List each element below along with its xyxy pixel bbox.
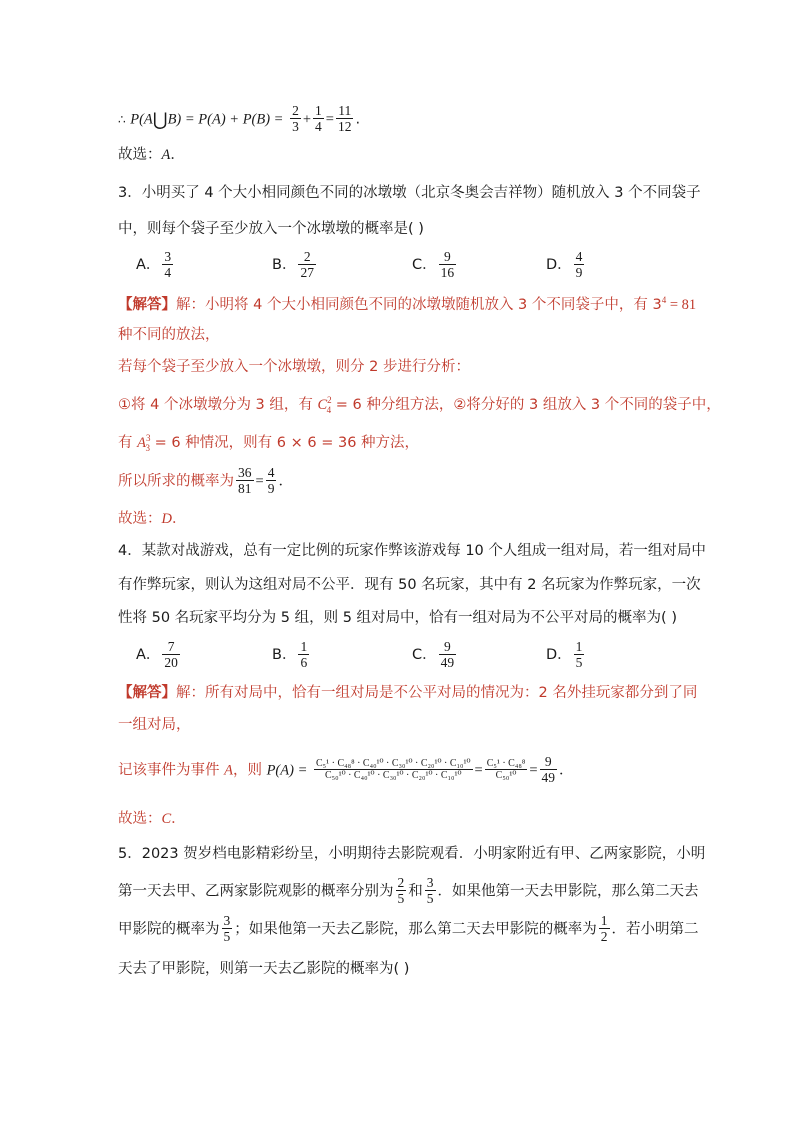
q4-line-3: 性将 50 名玩家平均分为 5 组，则 5 组对局中，恰有一组对局为不公平对局的概率为( ): [118, 610, 677, 626]
conjunction: 和: [408, 883, 423, 900]
q4-option-b[interactable]: [272, 640, 311, 671]
q4-option-d[interactable]: [546, 640, 586, 671]
q3-solution-line-6: [118, 466, 293, 497]
solution-text: = 6 种情况，则有 6 × 6 = 36 种方法，: [149, 435, 420, 451]
option-fraction: $\frac{7}{20}$: [164, 639, 178, 671]
q5-line-4: 天去了甲影院，则第一天去乙影院的概率为( ): [118, 961, 410, 977]
question-text: 甲影院的概率为: [118, 921, 220, 938]
q5-line-1: 5．2023 贺岁档电影精彩纷呈，小明期待去影院观看．小明家附近有甲、乙两家影院，小明: [118, 846, 706, 862]
period: ．: [559, 762, 574, 779]
fraction-1-4: $\frac{1}{4}$: [315, 103, 322, 135]
option-label: A．: [136, 257, 161, 274]
q3-option-c[interactable]: [412, 250, 458, 281]
combination-sub: 4: [326, 404, 332, 415]
q4-solution-line-2: 一组对局，: [118, 717, 191, 733]
answer-value: C: [161, 811, 172, 827]
option-fraction: $\frac{9}{49}$: [440, 639, 455, 671]
solution-text: 解：小明将 4 个大小相同颜色不同的冰墩墩随机放入 3 个不同袋子中，有 3: [176, 296, 662, 313]
option-label: C．: [412, 647, 437, 664]
equals-sign: =: [325, 111, 334, 128]
option-label: D．: [546, 647, 572, 664]
q3-option-b[interactable]: [272, 250, 318, 281]
combination-sup: 2: [327, 395, 332, 405]
solution-text: 解：所有对局中，恰有一组对局是不公平对局的情况为：2 名外挂玩家都分到了同: [176, 685, 698, 701]
probability-lhs: P(A) =: [266, 762, 308, 779]
answer-end: ．: [171, 511, 187, 527]
q3-solution-line-4: [118, 396, 721, 415]
union-probability-line: [118, 104, 360, 135]
q3-line-2: 中，则每个袋子至少放入一个冰墩墩的概率是( ): [118, 221, 424, 237]
q3-line-1: 3．小明买了 4 个大小相同颜色不同的冰墩墩（北京冬奥会吉祥物）随机放入 3 个不同袋子: [118, 185, 701, 201]
q4-option-a[interactable]: [136, 640, 182, 671]
option-fraction: $\frac{9}{16}$: [440, 249, 455, 281]
answer-value: D: [161, 511, 172, 527]
plus-sign: +: [302, 111, 312, 128]
option-label: B．: [272, 257, 297, 274]
answer-label: 故选：: [118, 147, 162, 163]
fraction-9-49: $\frac{9}{49}$: [541, 754, 555, 786]
solution-value: = 81: [666, 296, 697, 313]
option-label: D．: [546, 257, 572, 274]
fraction-36-81: $\frac{36}{81}$: [238, 465, 252, 497]
big-fraction: $\frac{\text{C₅¹ · C₄₈⁸ · C₄₀¹⁰ · C₃₀¹⁰ · C₂₀¹⁰ · C₁₀¹⁰}}{\text{C₅₀¹⁰ · C₄₀¹⁰ · C₃₀¹⁰ · C₂₀¹⁰ · C₁₀¹⁰}}$: [315, 757, 471, 782]
option-fraction: $\frac{2}{27}$: [300, 249, 314, 281]
q3-solution-line-3: 若每个袋子至少放入一个冰墩墩，则分 2 步进行分析：: [118, 359, 470, 375]
exponent: 4: [661, 295, 667, 305]
therefore-symbol: ∴: [118, 112, 126, 127]
solution-text: = 6 种分组方法，②将分好的 3 组放入 3 个不同的袋子中，: [331, 397, 721, 413]
arrangement-sup: 3: [145, 433, 151, 443]
solution-tag: 【解答】: [118, 296, 176, 313]
option-fraction: $\frac{1}{6}$: [300, 639, 308, 671]
fraction-3-5: $\frac{3}{5}$: [223, 913, 231, 945]
period: .: [355, 111, 361, 128]
q4-line-1: 4．某款对战游戏，总有一定比例的玩家作弊该游戏每 10 个人组成一组对局，若一组对局中: [118, 543, 706, 559]
q4-option-c[interactable]: [412, 640, 458, 671]
fraction-11-12: $\frac{11}{12}$: [337, 103, 352, 135]
q3-option-d[interactable]: [546, 250, 586, 281]
answer-end: ．: [170, 147, 185, 163]
option-fraction: $\frac{3}{4}$: [164, 249, 172, 281]
arrangement-symbol: A: [137, 435, 146, 451]
q3-option-a[interactable]: [136, 250, 175, 281]
question-text: 第一天去甲、乙两家影院观影的概率分别为: [118, 883, 394, 900]
option-fraction: $\frac{1}{5}$: [575, 639, 583, 671]
q4-line-2: 有作弊玩家，则认为这组对局不公平．现有 50 名玩家，其中有 2 名玩家为作弊玩家，一次: [118, 577, 701, 593]
q4-solution-line-1: [118, 686, 697, 701]
period: ．: [278, 473, 293, 490]
solution-tag: 【解答】: [118, 685, 176, 701]
q3-answer-line: [118, 512, 186, 527]
question-text: ．若小明第二: [611, 921, 699, 938]
fraction-1-2: $\frac{1}{2}$: [600, 913, 608, 945]
option-label: A．: [136, 647, 161, 664]
answer-label: 故选：: [118, 511, 162, 527]
solution-text: 有: [118, 435, 138, 451]
q4-answer-line: [118, 812, 186, 827]
solution-text: ，则: [232, 762, 267, 779]
fraction-4-9: $\frac{4}{9}$: [267, 465, 275, 497]
answer-label: 故选：: [118, 811, 162, 827]
q5-line-2: [118, 876, 699, 907]
q5-line-3: [118, 914, 699, 945]
combination-symbol: C: [317, 397, 328, 413]
event-symbol: A: [224, 762, 233, 779]
equals-sign: =: [529, 762, 538, 779]
option-label: C．: [412, 257, 437, 274]
fraction-3-5: $\frac{3}{5}$: [426, 875, 434, 907]
answer-value: A: [161, 147, 171, 163]
q3-solution-line-1: [118, 296, 696, 312]
equals-sign: =: [474, 762, 483, 779]
union-lhs: P(A: [130, 111, 153, 128]
q4-solution-line-3: [118, 755, 574, 786]
solution-text: 记该事件为事件: [118, 762, 225, 779]
fraction-2-3: $\frac{2}{3}$: [292, 103, 299, 135]
union-symbol: ⋃: [152, 109, 168, 131]
solution-text: ①将 4 个冰墩墩分为 3 组，有: [118, 397, 318, 413]
q3-solution-line-2: 种不同的放法，: [118, 327, 220, 343]
question-text: ．如果他第一天去甲影院，那么第二天去: [437, 883, 699, 900]
answer-end: ．: [171, 811, 186, 827]
reduced-fraction: $\frac{\text{C₅¹ · C₄₈⁸}}{\text{C₅₀¹⁰}}$: [486, 757, 526, 782]
answer-line-2: [118, 148, 185, 163]
question-text: ；如果他第一天去乙影院，那么第二天去甲影院的概率为: [234, 921, 597, 938]
equals-sign: =: [255, 473, 264, 490]
solution-text: 所以所求的概率为: [118, 473, 234, 490]
fraction-2-5: $\frac{2}{5}$: [397, 875, 405, 907]
q3-solution-line-5: [118, 434, 419, 453]
option-label: B．: [272, 647, 297, 664]
union-rhs: B) = P(A) + P(B) =: [167, 111, 284, 128]
option-fraction: $\frac{4}{9}$: [575, 249, 583, 281]
arrangement-sub: 3: [145, 442, 150, 453]
